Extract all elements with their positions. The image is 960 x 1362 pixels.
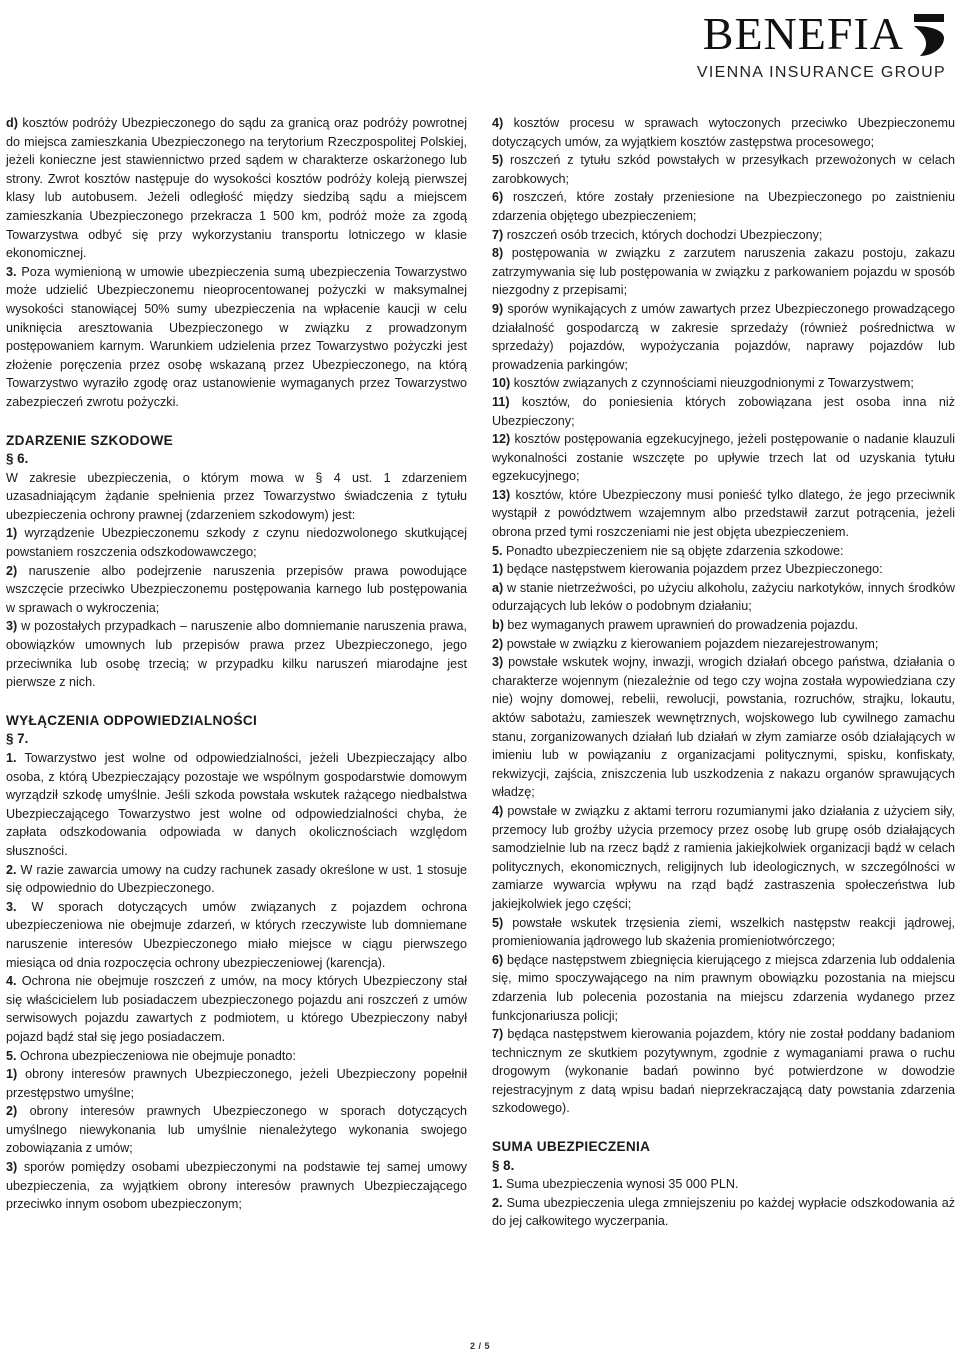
clause-paragraph <box>6 1065 467 1102</box>
clause-number: 5) <box>492 915 504 930</box>
clause-number: 6) <box>492 190 504 205</box>
clause-text: Poza wymienioną w umowie ubezpieczenia sumą ubezpieczenia Towarzystwo może udzielić Ubezpieczonemu nieoprocentowanej pożyczki w maksymalnej wysokości stanowiącej 50% sumy ubezpieczenia na wpłacenie kaucji w celu uniknięcia aresztowania Ubezpieczonego w związku z prowadzonym postępowaniem karnym. Warunkiem udzielenia przez Towarzystwo pożyczki jest złożenie poręczenia przez osobę wskazaną przez Ubezpieczonego, na którą Towarzystwo wyraziło zgodę oraz ustanowienie wymaganych przez Towarzystwo zabezpieczeń zwrotu pożyczki. <box>6 264 468 409</box>
logo-subtitle: VIENNA INSURANCE GROUP <box>696 64 946 81</box>
clause-number: 3) <box>6 1160 18 1175</box>
left-column <box>6 114 467 1214</box>
clause-paragraph <box>6 524 467 561</box>
clause-number: 9) <box>492 301 504 316</box>
clause-text: w pozostałych przypadkach – naruszenie albo domniemanie naruszenia prawa, obowiązków umownych lub przepisów prawa przez Ubezpieczonego, jego przeciwnika lub osobę trzecią; w przypadku kilku naruszeń miarodajne jest pierwsze z nich. <box>6 619 468 690</box>
clause-paragraph <box>6 749 467 861</box>
clause-text: będące następstwem kierowania pojazdem przez Ubezpieczonego: <box>506 562 883 577</box>
section-heading: ZDARZENIE SZKODOWE <box>6 432 174 448</box>
clause-paragraph <box>492 1194 955 1231</box>
clause-paragraph <box>492 560 955 579</box>
clause-text: Suma ubezpieczenia ulega zmniejszeniu po każdej wypłacie odszkodowania aż do jej całkowitego wyczerpania. <box>492 1195 956 1229</box>
clause-number: a) <box>492 580 504 595</box>
clause-number: 3) <box>6 619 18 634</box>
clause-number: 1. <box>492 1177 503 1192</box>
clause-paragraph <box>6 861 467 898</box>
clause-text: W sporach dotyczących umów związanych z pojazdem ochrona ubezpieczeniowa nie obejmuje zdarzeń, w których rzeczywiste lub domniemane naruszenie interesów Ubezpieczonego miało miejsce w ciągu pierwszego miesiąca od dnia rozpoczęcia ochrony ubezpieczeniowej (karencja). <box>6 899 468 970</box>
clause-paragraph <box>492 430 955 486</box>
clause-number: 12) <box>492 432 511 447</box>
logo-leaf-icon <box>910 12 948 58</box>
clause-text: W zakresie ubezpieczenia, o którym mowa w § 4 ust. 1 zdarzeniem uzasadniającym żądanie spełnienia przez Towarzystwo świadczenia z tytułu ubezpieczenia ochrony prawnej (zdarzeniem szkodowym) jest: <box>6 470 467 522</box>
clause-text: naruszenie albo podejrzenie naruszenia przepisów prawa powodujące wszczęcie przeciwko Ubezpieczonemu postępowania karnego lub postępowania w sprawach o wykroczenia; <box>6 563 468 615</box>
clause-paragraph <box>6 562 467 618</box>
clause-number: 1) <box>492 562 504 577</box>
clause-number: 3) <box>492 655 504 670</box>
clause-paragraph <box>492 914 955 951</box>
clause-text: wyrządzenie Ubezpieczonemu szkody z czynu niedozwolonego skutkującej powstaniem roszczenia odszkodowawczego; <box>6 526 468 560</box>
clause-text: kosztów związanych z czynnościami nieuzgodnionymi z Towarzystwem; <box>513 376 914 391</box>
clause-paragraph <box>492 226 955 245</box>
clause-text: Towarzystwo jest wolne od odpowiedzialności, jeżeli Ubezpieczający albo osoba, z którą Ubezpieczający pozostaje we wspólnym gospodarstwie domowym wyrządził szkodę umyślnie. Jeśli szkoda powstała wskutek rażącego niedbalstwa Ubezpieczającego Towarzystwo jest wolne od odpowiedzialności chyba, że zapłata odszkodowania odpowiada w danych okolicznościach względom słuszności. <box>6 751 467 858</box>
clause-number: 6) <box>492 952 504 967</box>
clause-number: 1) <box>6 1067 18 1082</box>
clause-text: Ponadto ubezpieczeniem nie są objęte zdarzenia szkodowe: <box>506 543 844 558</box>
clause-paragraph <box>492 653 955 802</box>
clause-number: 5) <box>492 153 504 168</box>
clause-number: d) <box>6 116 18 130</box>
clause-paragraph <box>492 486 955 542</box>
clause-paragraph <box>6 617 467 691</box>
clause-number: 4) <box>492 803 504 818</box>
page-number: 2 / 5 <box>469 1341 490 1351</box>
paragraph-number: § 6. <box>6 451 29 467</box>
clause-number: 2. <box>492 1195 503 1210</box>
clause-number: 7) <box>492 227 504 242</box>
clause-paragraph <box>492 579 955 616</box>
clause-number: 13) <box>492 487 511 502</box>
clause-paragraph <box>6 469 467 525</box>
clause-paragraph <box>492 1025 955 1118</box>
clause-text: powstałe w związku z aktami terroru rozumianymi jako działania z użyciem siły, przemocy lub groźby użycia przemocy przez osobę lub grupę osób działających samodzielnie lub na rzecz bądź z ramienia jakiejkolwiek organizacji bądź w celach politycznych, ekonomicznych, religijnych lub ideologicznych, w szczególności w zamiarze wywarcia wpływu na rząd bądź zastraszenia społeczeństwa lub jakiejkolwiek jego części; <box>492 803 956 911</box>
clause-number: 5. <box>492 543 503 558</box>
clause-number: 7) <box>492 1027 504 1042</box>
clause-number: 11) <box>492 394 510 409</box>
clause-number: 4) <box>492 116 504 130</box>
clause-text: kosztów procesu w sprawach wytoczonych przeciwko Ubezpieczonemu dotyczących umów, za wyjątkiem kosztów zastępstwa procesowego; <box>492 116 955 149</box>
clause-paragraph <box>6 972 467 1046</box>
clause-paragraph <box>6 1102 467 1158</box>
clause-text: sporów pomiędzy osobami ubezpieczonymi na podstawie tej samej umowy ubezpieczenia, za wyjątkiem obrony interesów prawnych Ubezpieczającego przeciwko innym osobom ubezpieczonym; <box>6 1160 467 1212</box>
section-heading: WYŁĄCZENIA ODPOWIEDZIALNOŚCI <box>6 712 258 728</box>
clause-text: obrony interesów prawnych Ubezpieczonego w sporach dotyczących umyślnego niewykonania lub umyślnie nienależytego wykonania swojego zobowiązania z umów; <box>6 1104 468 1156</box>
clause-text: powstałe w związku z kierowaniem pojazdem niezarejestrowanym; <box>506 636 879 651</box>
clause-number: 2) <box>492 636 504 651</box>
clause-paragraph <box>492 393 955 430</box>
clause-number: 8) <box>492 246 504 261</box>
clause-paragraph <box>6 263 467 412</box>
clause-paragraph <box>6 114 467 263</box>
clause-paragraph <box>492 244 955 300</box>
clause-number: 2) <box>6 563 18 578</box>
clause-text: kosztów podróży Ubezpieczonego do sądu za granicą oraz podróży powrotnej do miejsca zamieszkania Ubezpieczonego na terytorium Rzeczpospolitej Polskiej, jeżeli konieczne jest stawiennictwo przed sądem w charakterze oskarżonego lub strony. Zwrot kosztów następuje do wysokości kosztów podróży koleją pierwszej klasy lub autobusem. Jeżeli odległość między siedzibą sądu a miejscem zamieszkania Ubezpieczonego przekracza 1 500 km, podróż może za zgodą Towarzystwa odbyć się przy wykorzystaniu transportu lotniczego w klasie ekonomicznej. <box>6 116 468 261</box>
benefia-logo <box>688 8 948 84</box>
paragraph-number: § 7. <box>6 731 29 747</box>
clause-paragraph <box>6 898 467 972</box>
clause-number: 3. <box>6 264 17 279</box>
clause-text: będące następstwem zbiegnięcia kierującego z miejsca zdarzenia lub oddalenia się, mimo spoczywającego na nim prawnym obowiązku pozostania na miejscu zdarzenia lub polecenia pozostania na miejscu zdarzenia wydanego przez funkcjonariusza policji; <box>492 952 955 1023</box>
clause-paragraph <box>492 802 955 914</box>
paragraph-number: § 8. <box>492 1157 515 1173</box>
clause-number: 2. <box>6 862 17 877</box>
clause-paragraph <box>492 616 955 635</box>
clause-paragraph <box>492 151 955 188</box>
clause-number: 1) <box>6 526 18 541</box>
clause-paragraph <box>492 635 955 654</box>
clause-number: 5. <box>6 1048 17 1063</box>
clause-text: kosztów, do poniesienia których zobowiązana jest osoba inna niż Ubezpieczony; <box>492 394 956 428</box>
clause-paragraph <box>492 114 955 151</box>
clause-number: 4. <box>6 974 17 989</box>
clause-paragraph <box>492 1175 955 1194</box>
clause-paragraph <box>492 542 955 561</box>
clause-paragraph <box>492 300 955 374</box>
clause-text: sporów wynikających z umów zawartych przez Ubezpieczonego prowadzącego działalność gospodarczą w zakresie sprzedaży (również pośrednictwa w sprzedaży) pojazdów, wypożyczania pojazdów, naprawy pojazdów lub prowadzenia parkingów; <box>492 301 955 372</box>
clause-text: kosztów postępowania egzekucyjnego, jeżeli postępowanie o nadanie klauzuli wykonalności zostanie wszczęte po upływie trzech lat od uzyskania tytułu egzekucyjnego; <box>492 432 956 484</box>
clause-paragraph <box>6 1047 467 1066</box>
clause-text: roszczeń osób trzecich, których dochodzi Ubezpieczony; <box>506 227 823 242</box>
clause-text: Ochrona ubezpieczeniowa nie obejmuje ponadto: <box>20 1048 296 1063</box>
clause-text: będąca następstwem kierowania pojazdem, który nie został poddany badaniom technicznym ze skutkiem pozytywnym, zgodnie z wymaganiami prawa o ruchu drogowym (wykonanie badań powinno być potwierdzone w dowodzie rejestracyjnym z datą wpisu badań nieprzekraczającą daty powstania zdarzenia szkodowego). <box>492 1027 955 1116</box>
clause-text: Suma ubezpieczenia wynosi 35 000 PLN. <box>506 1177 739 1192</box>
clause-text: obrony interesów prawnych Ubezpieczonego, jeżeli Ubezpieczony popełnił przestępstwo umyślne; <box>6 1067 467 1100</box>
logo-wordmark: BENEFIA <box>702 8 904 59</box>
clause-text: powstałe wskutek wojny, inwazji, wrogich działań obcego państwa, działania o charakterze wojennym (niezależnie od tego czy wojna została wypowiedziana czy nie) wojny domowej, rebelii, rewolucji, powstania, rozruchów, strajku, lokautu, aktów sabotażu, zamieszek wewnętrznych, wojskowego lub cywilnego zamachu stanu, zorganizowanych działań lub działań w złym zamiarze osób działających w imieniu lub w powiązaniu z organizacjami politycznymi, spisku, konfiskaty, rekwizycji, zajścia, zniszczenia lub uszkodzenia z nakazu organów sprawujących władzę; <box>492 655 956 800</box>
clause-number: 10) <box>492 376 511 391</box>
clause-text: w stanie nietrzeźwości, po użyciu alkoholu, zażyciu narkotyków, innych środków odurzających lub leków o podobnym działaniu; <box>492 580 955 614</box>
clause-text: powstałe wskutek trzęsienia ziemi, wszelkich następstw reakcji jądrowej, promieniowania jądrowego lub skażenia promieniotwórczego; <box>492 915 956 949</box>
clause-paragraph <box>6 1158 467 1214</box>
clause-paragraph <box>492 188 955 225</box>
right-column <box>492 114 955 1231</box>
clause-paragraph <box>492 951 955 1025</box>
clause-text: roszczeń z tytułu szkód powstałych w przesyłkach przewożonych w celach zarobkowych; <box>492 153 955 186</box>
clause-text: bez wymaganych prawem uprawnień do prowadzenia pojazdu. <box>507 618 859 633</box>
clause-number: b) <box>492 618 504 633</box>
clause-number: 1. <box>6 751 17 765</box>
clause-text: W razie zawarcia umowy na cudzy rachunek zasady określone w ust. 1 stosuje się odpowiednio do Ubezpieczonego. <box>6 862 467 896</box>
clause-number: 2) <box>6 1104 18 1119</box>
clause-text: kosztów, które Ubezpieczony musi ponieść tylko dlatego, że jego przeciwnik wystąpił z powództwem wzajemnym albo przedstawił zarzut potrącenia, jeżeli obrona przed tymi roszczeniami nie jest objęta ubezpieczeniem. <box>492 487 955 540</box>
clause-text: roszczeń, które zostały przeniesione na Ubezpieczonego po zaistnieniu zdarzenia objętego ubezpieczeniem; <box>492 190 955 223</box>
clause-number: 3. <box>6 899 17 914</box>
clause-paragraph <box>492 374 955 393</box>
clause-text: Ochrona nie obejmuje roszczeń z umów, na mocy których Ubezpieczony stał się właścicielem lub posiadaczem ubezpieczonego pojazdu ani roszczeń z umów serwisowych pojazdu zawartych z podmiotem, u którego Ubezpieczony nabył pojazd bądź stał się jego posiadaczem. <box>6 974 468 1044</box>
section-heading: SUMA UBEZPIECZENIA <box>492 1139 651 1155</box>
clause-text: postępowania w związku z zarzutem naruszenia zakazu postoju, zakazu zatrzymywania się lub postępowania w związku z parkowaniem pojazdu w sposób niezgodny z przepisami; <box>492 246 955 298</box>
